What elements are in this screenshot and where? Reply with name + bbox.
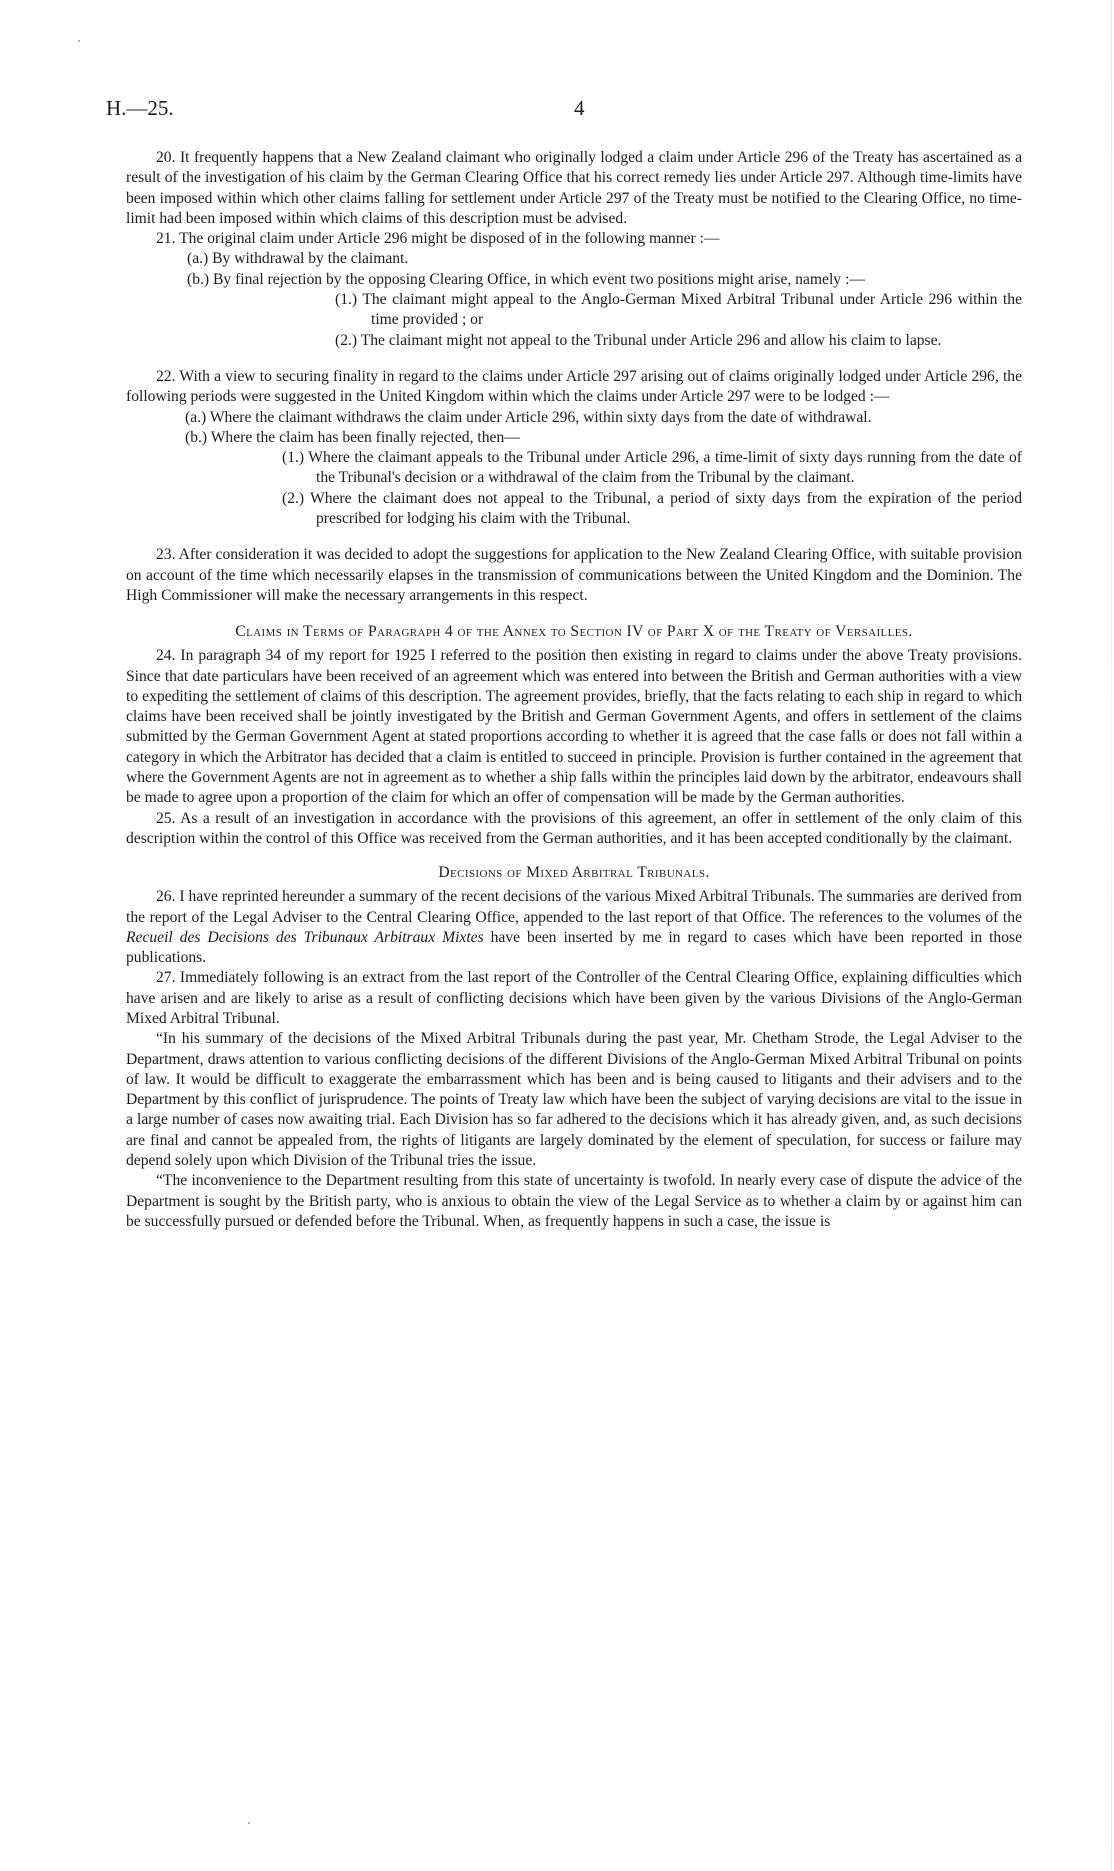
paragraph-21-item-b1: (1.) The claimant might appeal to the Anglo-German Mixed Arbitral Tribunal under Article 296 within the time provided ; or [335,291,1022,329]
paragraph-22-item-a: (a.) Where the claimant withdraws the claim under Article 296, within sixty days from the date of withdrawal. [185,408,872,426]
section-heading-claims: Claims in Terms of Paragraph 4 of the Annex to Section IV of Part X of the Treaty of Versailles. [235,623,913,641]
paragraph-22-item-b1: (1.) Where the claimant appeals to the Tribunal under Article 296, a time-limit of sixty days running from the date of the Tribunal's decision or a withdrawal of the claim from the Tribunal by the claimant. [282,449,1022,487]
paragraph-20: 20. It frequently happens that a New Zealand claimant who originally lodged a claim under Article 296 of the Treaty has ascertained as a result of the investigation of his claim by the German Clearing Office that his correct remedy lies under Article 297. Although time-limits have been imposed within which other claims falling for settlement under Article 297 of the Treaty must be notified to the Clearing Office, no time-limit had been imposed within which claims of this description must be advised. [126,149,1022,227]
scan-speck [78,40,80,42]
paragraph-21-item-b: (b.) By final rejection by the opposing Clearing Office, in which event two positions might arise, namely :— [187,270,865,288]
page-header [106,96,1026,122]
paragraph-22-item-b: (b.) Where the claim has been finally rejected, then— [185,428,520,446]
paragraph-25: 25. As a result of an investigation in accordance with the provisions of this agreement, an offer in settlement of the only claim of this description within the control of this Office was received from the German authorities, and it has been accepted conditionally by the claimant. [126,809,1022,847]
quotation-paragraph-1: “In his summary of the decisions of the Mixed Arbitral Tribunals during the past year, Mr. Chetham Strode, the Legal Adviser to the Department, draws attention to various conflicting decisions of the different Divisions of the Anglo-German Mixed Arbitral Tribunal on points of law. It would be difficult to exaggerate the embarrassment which has been and is being caused to litigants and their advisers and to the Department by this conflict of jurisprudence. The points of Treaty law which have been the subject of varying decisions are vital to the issue in a large number of cases now awaiting trial. Each Division has so far adhered to the decisions which it has already given, and, as such decisions are final and cannot be appealed from, the rights of litigants are largely dominated by the element of speculation, for success or failure may depend solely upon which Division of the Tribunal tries the issue. [126,1030,1022,1170]
paragraph-26-text-start: 26. I have reprinted hereunder a summary of the recent decisions of the various Mixed Arbitral Tribunals. The summaries are derived from the report of the Legal Adviser to the Central Clearing Office, appended to the last report of that Office. The references to the volumes of the [126,888,1022,926]
page-body [126,148,1022,1232]
paragraph-21-item-a: (a.) By withdrawal by the claimant. [187,250,409,268]
paragraph-22-item-b2: (2.) Where the claimant does not appeal to the Tribunal, a period of sixty days from the expiration of the period prescribed for lodging his claim with the Tribunal. [282,489,1022,528]
page-number: 4 [574,96,585,120]
recueil-title: Recueil des Decisions des Tribunaux Arbitraux Mixtes [126,928,484,946]
scan-speck [248,1822,250,1824]
quotation-paragraph-2: “The inconvenience to the Department resulting from this state of uncertainty is twofold. In nearly every case of dispute the advice of the Department is sought by the British party, who is anxious to obtain the view of the Legal Service as to whether a claim by or against him can be successfully pursued or defended before the Tribunal. When, as frequently happens in such a case, the issue is [126,1172,1022,1230]
paragraph-27: 27. Immediately following is an extract from the last report of the Controller of the Central Clearing Office, explaining difficulties which have arisen and are likely to arise as a result of conflicting decisions which have been given by the various Divisions of the Anglo-German Mixed Arbitral Tribunal. [126,969,1022,1027]
paragraph-21-item-b2: (2.) The claimant might not appeal to the Tribunal under Article 296 and allow his claim to lapse. [335,331,942,349]
section-heading-decisions: Decisions of Mixed Arbitral Tribunals. [438,864,710,882]
scan-edge [1111,0,1112,1871]
paragraph-26 [126,887,1022,968]
document-reference: H.—25. [106,96,174,120]
paragraph-22: 22. With a view to securing finality in regard to the claims under Article 297 arising out of claims originally lodged under Article 296, the following periods were suggested in the United Kingdom within which the claims under Article 297 were to be lodged :— [126,367,1022,406]
paragraph-24: 24. In paragraph 34 of my report for 1925 I referred to the position then existing in regard to claims under the above Treaty provisions. Since that date particulars have been received of an agreement which was entered into between the British and German authorities with a view to expediting the settlement of claims of this description. The agreement provides, briefly, that the facts relating to each ship in regard to which claims have been received shall be jointly investigated by the British and German Government Agents, and offers in settlement of the claims submitted by the German Government Agent at stated proportions according to whether it is agreed that the case falls or does not fall within a category in which the Arbitrator has decided that a claim is entitled to succeed in principle. Provision is further contained in the agreement that where the Government Agents are not in agreement as to whether a ship falls within the principles laid down by the arbitrator, endeavours shall be made to agree upon a proportion of the claim for which an offer of compensation will be made by the German authorities. [126,647,1022,807]
paragraph-26-text-end: have been inserted by me in regard to cases which have been reported in those publications. [126,928,1022,967]
paragraph-21: 21. The original claim under Article 296 might be disposed of in the following manner :— [156,230,720,248]
paragraph-23: 23. After consideration it was decided to adopt the suggestions for application to the New Zealand Clearing Office, with suitable provision on account of the time which necessarily elapses in the transmission of communications between the United Kingdom and the Dominion. The High Commissioner will make the necessary arrangements in this respect. [126,546,1022,604]
